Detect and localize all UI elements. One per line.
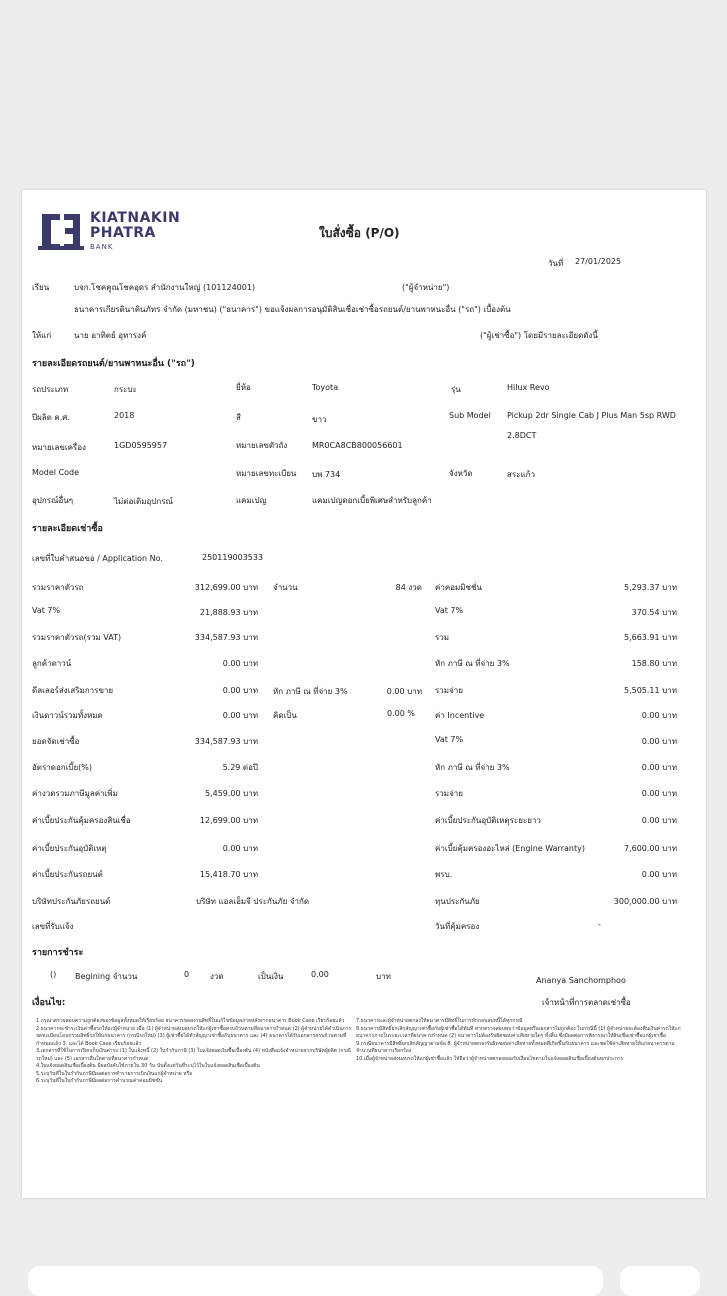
left-row-label: Vat 7% (32, 606, 61, 615)
to-value: บจก.โชคคูณโชคอุดร สำนักงานใหญ่ (101124001) (74, 283, 256, 292)
right-row-label: พรบ. (435, 870, 453, 879)
left-row-value: 15,418.70 บาท (199, 870, 258, 879)
brand-value: Toyota (312, 383, 339, 392)
vehicle-section-title: รายละเอียดรถยนต์/ยานพาหนะอื่น ("รถ") (32, 359, 195, 369)
document-title: ใบสั่งซื้อ (P/O) (319, 226, 400, 240)
left-row-value: 21,888.93 บาท (199, 608, 258, 617)
currency-label: บาท (376, 972, 391, 981)
percent-label: คิดเป็น (273, 711, 297, 720)
right-row-value: 5,663.91 บาท (623, 633, 677, 642)
left-row-value: 0.00 บาท (222, 686, 258, 695)
purchase-order-document (22, 190, 706, 1198)
vehicle-type-value: กระบะ (114, 385, 137, 394)
accessory-value: ไม่ต่อเติมอุปกรณ์ (114, 497, 173, 506)
right-row-label: ค่าเบี้ยประกันอุบัติเหตุระยะยาว (435, 816, 541, 825)
percent-value: 0.00 % (387, 709, 415, 718)
unit-label: งวด (210, 972, 224, 981)
date-label: วันที่ (548, 259, 564, 268)
conditions-right-text: 7.ธนาคารและผู้จำหน่ายตกลงให้ธนาคารมีสิทธิ์ในการหักกลบลบหนี้ได้ทุกกรณี 8.ธนาคารมีสิทธิ์ยกเลิกสัญญาเช่าซื้อกับผู้เช่าซื้อได้ทันที หากตรวจสอบพบว่าข้อมูลหรือเอกสารไม่ถูกต้อง ในกรณีนี้ (1) ผู้จำหน่ายจะต้องคืนเงินค่ารถให้แก่ธนาคารภายในระยะเวลาที่ธนาคารกำหนด (2) ธนาคารไม่ต้องรับผิดชอบค่าเสียหายใดๆ ทั้งสิ้น ซึ่งมีผลต่อการพิจารณาให้สินเชื่อเช่าซื้อแก่ผู้เช่าซื้อ 9.กรณีธนาคารมีสิทธิ์ยกเลิกสัญญาตามข้อ 8. ผู้จำหน่ายตกลงรับผิดชอบค่าเสียหายทั้งหมดที่เกิดขึ้นกับธนาคาร และชดใช้ค่าเสียหายให้แก่ธนาคารตามจำนวนที่ธนาคารเรียกร้อง 10.เมื่อผู้จำหน่ายส่งมอบรถให้แก่ผู้เช่าซื้อแล้ว ให้ถือว่าผู้จำหน่ายตกลงยอมรับเงื่อนไขตามใบแจ้งยอดสินเชื่อเบื้องต้นทุกประการ (356, 1018, 681, 1062)
left-row-label: ค่างวดรวมภาษีมูลค่าเพิ่ม (32, 789, 118, 798)
right-row-label: หัก ภาษี ณ ที่จ่าย 3% (435, 763, 510, 772)
left-row-value: 12,699.00 บาท (199, 816, 258, 825)
wht-mid-value: 0.00 บาท (386, 687, 422, 696)
lease-section-title: รายละเอียดเช่าซื้อ (32, 524, 103, 534)
right-row-label: รวม (435, 633, 450, 642)
plate-label: หมายเลขทะเบียน (236, 469, 297, 478)
insurer-label: บริษัทประกันภัยรถยนต์ (32, 897, 111, 906)
left-row-value: 334,587.93 บาท (194, 737, 258, 746)
for-label: ให้แก่ (32, 331, 52, 340)
signer-title: เจ้าหน้าที่การตลาดเช่าซื้อ (542, 998, 631, 1007)
left-row-label: รวมราคาตัวรถ(รวม VAT) (32, 633, 122, 642)
installments-label: จำนวน (273, 583, 298, 592)
right-row-value: 0.00 บาท (641, 763, 677, 772)
right-row-label: ค่า Incentive (435, 711, 485, 720)
right-row-value: 0.00 บาท (641, 816, 677, 825)
model-code-label: Model Code (32, 468, 80, 477)
dealer-tag: ("ผู้จำหน่าย") (402, 283, 450, 292)
color-value: ขาว (312, 415, 327, 424)
model-label: รุ่น (451, 385, 461, 394)
submodel-value-line1: Pickup 2dr Single Cab J Plus Man 5sp RWD (507, 411, 676, 420)
engine-number-value: 1GD0595957 (114, 441, 168, 450)
right-row-label: รวมจ่าย (435, 789, 463, 798)
wht-mid-label: หัก ภาษี ณ ที่จ่าย 3% (273, 687, 348, 696)
approval-intro: ธนาคารเกียรตินาคินภัทร จำกัด (มหาชน) ("ธนาคาร") ขอแจ้งผลการอนุมัติสินเชื่อเช่าซื้อรถยนต์/ยานพาหนะอื่น ("รถ") เบื้องต้น (74, 305, 511, 314)
conditions-left-text: 1.กรุณาตรวจสอบความถูกต้องของข้อมูลทั้งหมดให้เรียบร้อย ธนาคารขอสงวนสิทธิ์ในแก้ไขข้อมูลภายหลังจากธนาคาร Book Case เรียบร้อยแล้ว 2.ธนาคารจะชำระเงินค่าซื้อรถให้แก่ผู้จำหน่าย เมื่อ (1) ผู้จำหน่ายส่งมอบรถให้แก่ผู้เช่าซื้อครบถ้วนตามที่ธนาคารกำหนด (2) ผู้จำหน่ายได้ดำเนินการจดทะเบียนโอนกรรมสิทธิ์รถให้แก่ธนาคาร (กรณีรถใหม่) (3) ผู้เช่าซื้อได้ทำสัญญาเช่าซื้อกับธนาคาร และ (4) ธนาคารได้รับเอกสารครบถ้วนตามที่กำหนดแล้ว 3. และได้ Book Case เรียบร้อยแล้ว 3.เอกสารที่ใช้ในการเรียกเก็บเงินค่ารถ (1) ใบแจ้งหนี้ (2) ใบกำกับภาษี (3) ใบแจ้งยอดเงินซื้อเบื้องต้น (4) หนังสือแจ้งจำหน่ายจากบริษัทผู้ผลิต (กรณีรถใหม่) และ (5) เอกสารอื่นใดตามที่ธนาคารกำหนด 4.ใบแจ้งยอดสินเชื่อเบื้องต้น มีผลบังคับใช้ภายใน 30 วัน นับตั้งแต่วันที่ระบุไว้ในใบแจ้งยอดสินเชื่อเบื้องต้น 5.ระบุวันที่ในใบกำกับภาษีมีผลต่อการทำรายการเบิกเงินแก่ผู้จำหน่าย หรือ 6.ระบุวันที่ในใบกำกับภาษีมีผลต่อการคำนวณค่าคอมมิชชั่น (36, 1018, 352, 1084)
left-row-value: 5,459.00 บาท (204, 789, 258, 798)
left-row-value: 312,699.00 บาท (194, 583, 258, 592)
right-row-value: 0.00 บาท (641, 711, 677, 720)
right-row-value: 370.54 บาท (631, 608, 677, 617)
date-value: 27/01/2025 (575, 257, 622, 266)
left-row-value: 334,587.93 บาท (194, 633, 258, 642)
coverage-date-label: วันที่คุ้มครอง (435, 922, 480, 931)
engine-number-label: หมายเลขเครื่อง (32, 443, 86, 452)
left-row-value: 0.00 บาท (222, 711, 258, 720)
campaign-value: แคมเปญดอกเบี้ยพิเศษสำหรับลูกค้า (312, 496, 432, 505)
kiatnakin-logo-icon (38, 210, 84, 252)
left-row-label: ยอดจัดเช่าซื้อ (32, 737, 80, 746)
right-row-value: 0.00 บาท (641, 870, 677, 879)
bank-logo-text: KIATNAKIN PHATRA (90, 210, 181, 241)
plate-value: บพ 734 (312, 470, 341, 479)
payment-paren: () (50, 970, 57, 979)
signer-name: Ananya Sanchomphoo (536, 976, 626, 985)
right-row-value: 0.00 บาท (641, 737, 677, 746)
right-row-value: 7,600.00 บาท (623, 844, 677, 853)
installments-value: 84 งวด (395, 583, 422, 592)
left-row-label: อัตราดอกเบี้ย(%) (32, 763, 92, 772)
right-row-label: Vat 7% (435, 735, 464, 744)
insurer-value: บริษัท แอลเอ็มจี ประกันภัย จำกัด (196, 897, 310, 906)
application-no-value: 250119003533 (202, 553, 264, 562)
left-row-label: ค่าเบี้ยประกันรถยนต์ (32, 870, 103, 879)
right-row-label: หัก ภาษี ณ ที่จ่าย 3% (435, 659, 510, 668)
application-no-label: เลขที่ใบคำสนอขอ / Application No. (32, 554, 163, 563)
campaign-label: แคมเปญ (236, 496, 267, 505)
begin-count: 0 (184, 970, 190, 979)
brand-label: ยี่ห้อ (236, 383, 251, 392)
buyer-name: นาย อาทิตย์ อุทารงค์ (74, 331, 147, 340)
right-row-value: 158.80 บาท (631, 659, 677, 668)
year-label: ปีผลิต ค.ศ. (32, 413, 70, 422)
bank-logo-subtext: BANK (90, 243, 114, 251)
to-label: เรียน (32, 283, 50, 292)
conditions-title: เงื่อนไข: (32, 998, 66, 1008)
vehicle-type-label: รถประเภท (32, 385, 69, 394)
accessory-label: อุปกรณ์อื่นๆ (32, 496, 74, 505)
submodel-label: Sub Model (449, 411, 491, 420)
right-row-label: ค่าเบี้ยคุ้มครองอะไหล่ (Engine Warranty) (435, 844, 585, 853)
sum-insured-value: 300,000.00 บาท (613, 897, 677, 906)
model-value: Hilux Revo (507, 383, 550, 392)
province-value: สระแก้ว (507, 470, 535, 479)
left-row-label: เงินดาวน์รวมทั้งหมด (32, 711, 103, 720)
left-row-label: รวมราคาตัวรถ (32, 583, 84, 592)
bottom-panel (28, 1266, 603, 1296)
sum-insured-label: ทุนประกันภัย (435, 897, 480, 906)
coverage-date-value: - (598, 920, 601, 929)
right-row-value: 0.00 บาท (641, 789, 677, 798)
begin-label: Begining จำนวน (75, 972, 138, 981)
province-label: จังหวัด (449, 469, 473, 478)
left-row-value: 5.29 ต่อปี (222, 763, 258, 772)
right-row-label: ค่าคอมมิชชั่น (435, 583, 482, 592)
left-row-label: ค่าเบี้ยประกันอุบัติเหตุ (32, 844, 107, 853)
left-row-label: ลูกค้าดาวน์ (32, 659, 72, 668)
color-label: สี (236, 413, 241, 422)
notification-no-label: เลขที่รับแจ้ง (32, 922, 74, 931)
chassis-number-label: หมายเลขตัวถัง (236, 441, 288, 450)
amount-label: เป็นเงิน (258, 972, 284, 981)
buyer-tag: ("ผู้เช่าซื้อ") โดยมีรายละเอียดดังนี้ (480, 331, 598, 340)
left-row-value: 0.00 บาท (222, 844, 258, 853)
year-value: 2018 (114, 411, 135, 420)
left-row-label: ค่าเบี้ยประกันคุ้มครองสินเชื่อ (32, 816, 131, 825)
submodel-value-line2: 2.8DCT (507, 431, 537, 440)
right-row-label: Vat 7% (435, 606, 464, 615)
chassis-number-value: MR0CA8CB800056601 (312, 441, 403, 450)
payment-section-title: รายการชำระ (32, 948, 84, 958)
right-row-label: รวมจ่าย (435, 686, 463, 695)
right-row-value: 5,293.37 บาท (623, 583, 677, 592)
amount-value: 0.00 (311, 970, 329, 979)
bottom-panel-secondary (620, 1266, 700, 1296)
left-row-value: 0.00 บาท (222, 659, 258, 668)
left-row-label: ดีลเลอร์ส่งเสริมการขาย (32, 686, 114, 695)
right-row-value: 5,505.11 บาท (623, 686, 677, 695)
